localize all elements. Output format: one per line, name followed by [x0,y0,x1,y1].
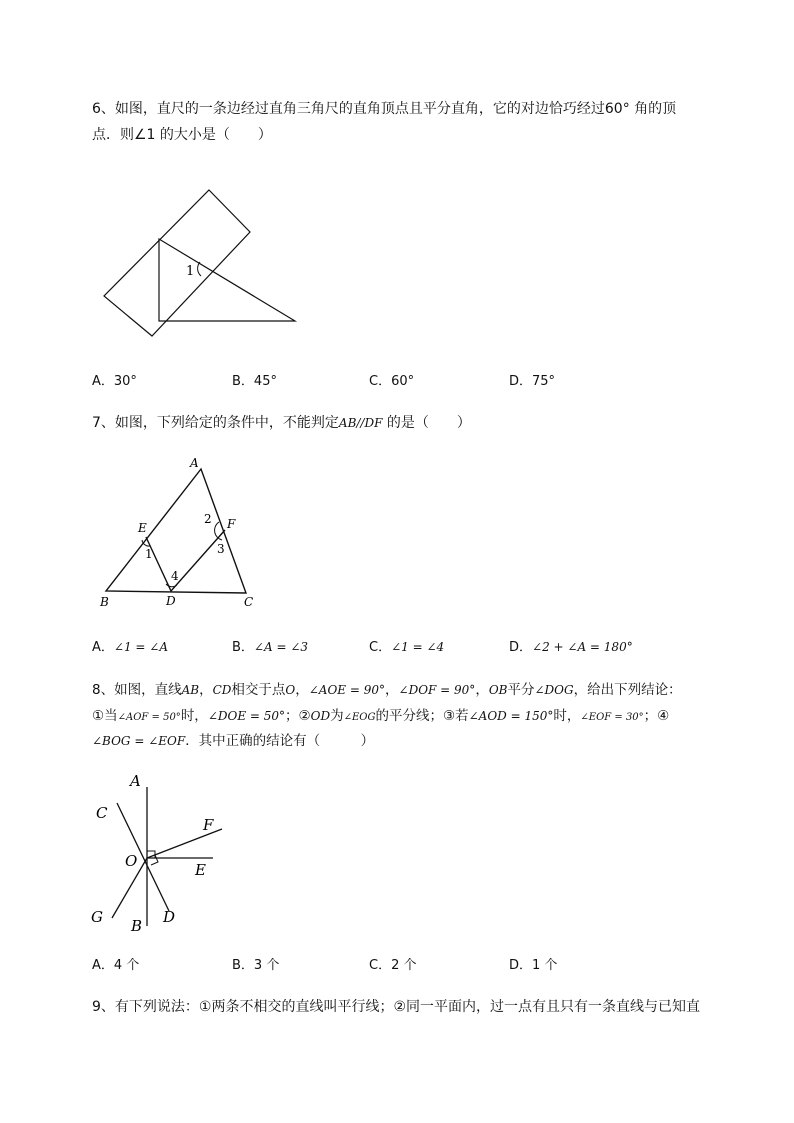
q7-text [92,413,471,433]
q7-option-b-letter: B． [232,640,254,655]
q6-option-b[interactable]: B．45° [232,374,277,389]
q8-l3-a: ．其中正确的结论有（ ） [185,733,375,749]
q8-l2-m4: ∠EOG [343,712,376,723]
label-f: F [203,816,214,834]
label-a: A [130,772,141,790]
q8-l1-f: ， [475,682,489,698]
q8-l2-f: 时， [553,708,581,724]
q8-text-line2 [92,706,669,728]
label-b: B [100,595,109,609]
q8-l1-m7: ∠DOG [534,683,574,697]
q8-l1-m4: ∠AOE = 90° [308,683,386,697]
ruler-shape [104,190,250,336]
q8-l1-m5: ∠DOF = 90° [398,683,476,697]
q8-l1-m2: CD [212,683,232,697]
q7-option-d-math: ∠2 + ∠A = 180° [532,640,633,654]
segment-e-d-f [146,530,225,591]
q7-suffix: 的是（ ） [382,415,471,431]
q8-l2-a: ①当 [92,708,118,724]
q8-l1-h: ，给出下列结论： [573,682,682,698]
label-3: 3 [217,542,225,556]
angle-1-label: 1 [186,264,195,279]
q7-option-c-letter: C． [369,640,392,655]
q8-l2-b: 时， [180,708,208,724]
label-f: F [227,517,236,531]
q6-option-d[interactable]: D．75° [509,374,556,389]
q8-l1-c: 相交于点 [231,682,286,698]
q7-option-c-math: ∠1 = ∠4 [391,640,445,654]
q8-l2-m3: OD [310,709,331,723]
q7-option-d-letter: D． [509,640,533,655]
q8-l1-m6: OB [488,683,508,697]
q8-l2-m1: ∠AOF = 50° [117,712,181,723]
q6-text-line1: 6、如图，直尺的一条边经过直角三角尺的直角顶点且平分直角，它的对边恰巧经过60° 角的顶 [92,101,677,117]
q8-l2-c: ；② [285,708,311,724]
q7-option-a[interactable] [92,638,168,657]
q7-option-b-math: ∠A = ∠3 [253,640,309,654]
q8-option-b[interactable]: B．3 个 [232,958,280,973]
q7-option-a-letter: A． [92,640,114,655]
q8-l3-m1: ∠BOG = ∠EOF [92,734,186,748]
q8-l1-b: ， [199,682,213,698]
q7-option-c[interactable] [369,638,444,657]
q7-prefix: 7、如图，下列给定的条件中，不能判定 [92,415,339,431]
label-1: 1 [145,547,153,561]
label-b: B [131,917,143,935]
q7-option-b[interactable] [232,638,308,657]
label-4: 4 [171,569,179,583]
q8-l2-d: 为 [330,708,344,724]
q8-text-line3 [92,731,374,751]
label-d: D [163,908,176,926]
q8-l1-d: ， [295,682,309,698]
q9-text-line1: 9、有下列说法：①两条不相交的直线叫平行线；②同一平面内，过一点有且只有一条直线与已知直 [92,999,701,1015]
q8-l2-m5: ∠AOD = 150° [468,709,554,723]
q6-option-a[interactable]: A．30° [92,374,137,389]
q8-l2-m6: ∠EOF = 30° [580,712,644,723]
q7-option-d[interactable] [509,638,633,657]
q7-math: AB//DF [338,416,383,430]
label-e: E [195,861,206,879]
q8-l1-a: 8、如图，直线 [92,682,182,698]
label-o: O [125,852,138,870]
label-c: C [96,804,108,822]
label-g: G [91,908,103,926]
label-a: A [190,456,199,470]
label-2: 2 [204,512,212,526]
set-square-shape [159,239,295,321]
q8-text-line1 [92,680,682,700]
q8-option-c[interactable]: C．2 个 [369,958,417,973]
label-c: C [244,595,254,609]
q6-figure [90,182,310,342]
q8-option-a[interactable]: A．4 个 [92,958,140,973]
label-d: D [166,594,176,608]
q8-l2-m2: ∠DOE = 50° [207,709,286,723]
label-e: E [138,521,147,535]
q8-figure [88,768,238,938]
q8-l1-e: ， [385,682,399,698]
q8-l1-g: 平分 [507,682,535,698]
q8-option-d[interactable]: D．1 个 [509,958,558,973]
q8-l2-g: ；④ [643,708,670,724]
q6-option-c[interactable]: C．60° [369,374,415,389]
q6-text-line2: 点．则∠1 的大小是（ ） [92,127,272,143]
q7-option-a-math: ∠1 = ∠A [113,640,168,654]
q8-l1-m3: O [285,683,296,697]
q8-l2-e: 的平分线；③若 [375,708,469,724]
q7-figure [95,455,265,610]
q8-l1-m1: AB [181,683,200,697]
